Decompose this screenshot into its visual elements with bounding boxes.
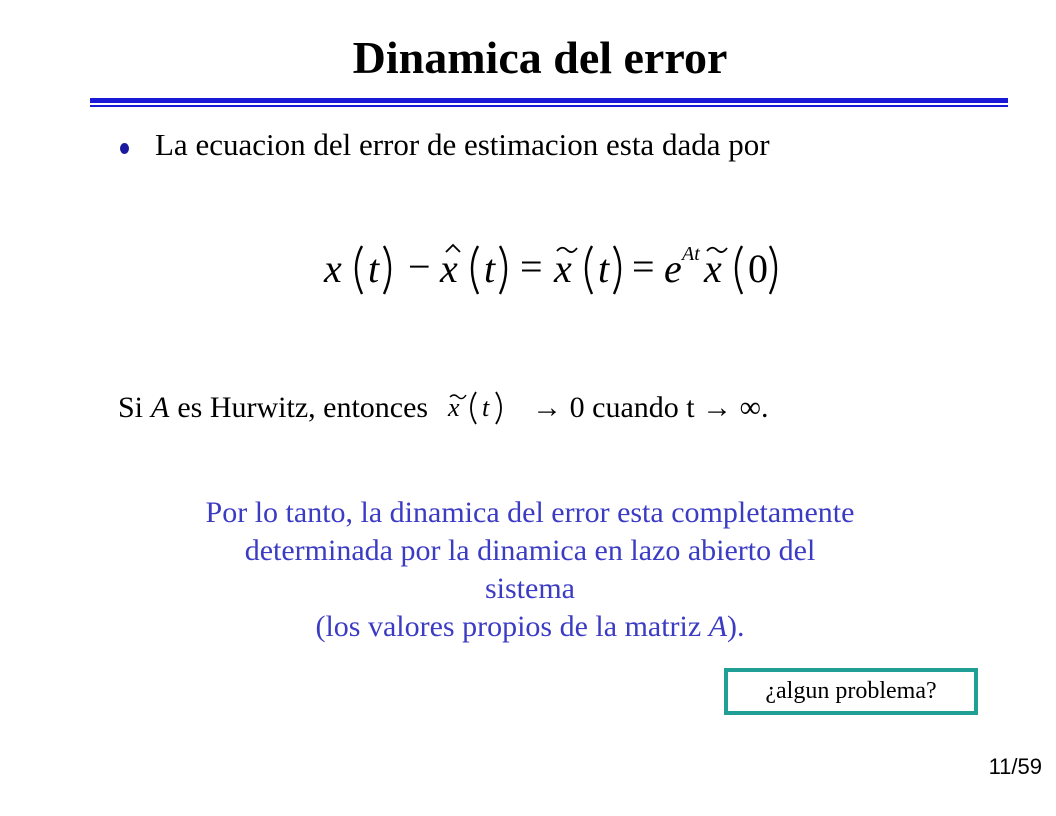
page-current: 11: [988, 754, 1012, 779]
error-equation: [322, 236, 782, 300]
conclusion-line-4-end: ).: [727, 610, 745, 643]
eq-zero: 0: [748, 246, 768, 291]
eq-paren-open-4: [736, 246, 742, 294]
eq-x-1: x: [324, 246, 342, 291]
eq-exp-power: At: [682, 243, 700, 265]
conclusion-var-a: A: [708, 610, 728, 643]
conclusion-line-2: determinada por la dinamica en lazo abierto del: [244, 534, 816, 567]
conclusion-line-4-start: (los valores propios de la matriz: [315, 610, 702, 643]
inline-t: t: [482, 393, 490, 422]
problem-button[interactable]: ¿algun problema?: [724, 668, 978, 715]
bullet-dot-icon: [120, 143, 129, 154]
bullet-text: La ecuacion del error de estimacion esta dada por: [155, 127, 770, 162]
eq-paren-close-2: [500, 246, 506, 294]
title-rule-thin: [90, 105, 1008, 107]
hurwitz-suffix: → 0 cuando t → ∞.: [532, 391, 769, 424]
conclusion-line-3: sistema: [485, 572, 575, 605]
eq-paren-open-2: [472, 246, 478, 294]
hurwitz-statement: [118, 388, 768, 428]
inline-paren-close: [496, 392, 501, 424]
page-number: [989, 754, 1042, 780]
hurwitz-mid: es Hurwitz, entonces: [177, 391, 429, 424]
eq-paren-open-3: [586, 246, 592, 294]
hurwitz-prefix: Si: [118, 391, 144, 424]
eq-t-3: t: [598, 246, 610, 291]
hurwitz-var-a: A: [151, 391, 170, 424]
conclusion-line-1: Por lo tanto, la dinamica del error esta completamente: [205, 496, 855, 529]
eq-minus: −: [408, 244, 431, 289]
eq-exp-base: e: [664, 246, 682, 291]
eq-x-tilde: x: [554, 246, 572, 291]
title-rule-thick: [90, 98, 1008, 103]
conclusion-paragraph: [80, 494, 980, 646]
x-tilde-inline: [444, 388, 518, 428]
eq-equals-1: =: [520, 244, 543, 289]
eq-x-tilde-0: x: [704, 246, 722, 291]
page-total: /59: [1011, 754, 1042, 779]
slide-title: Dinamica del error: [352, 32, 728, 83]
bullet-item: [120, 126, 770, 164]
eq-equals-2: =: [632, 244, 655, 289]
eq-t-2: t: [484, 246, 496, 291]
conclusion-line-4: [80, 608, 980, 646]
inline-x: x: [448, 393, 460, 422]
eq-x-hat: x: [440, 246, 458, 291]
eq-t-1: t: [368, 246, 380, 291]
eq-paren-close-4: [770, 246, 776, 294]
eq-paren-open-1: [356, 246, 362, 294]
eq-paren-close-3: [614, 246, 620, 294]
inline-paren-open: [471, 392, 476, 424]
eq-paren-close-1: [384, 246, 390, 294]
